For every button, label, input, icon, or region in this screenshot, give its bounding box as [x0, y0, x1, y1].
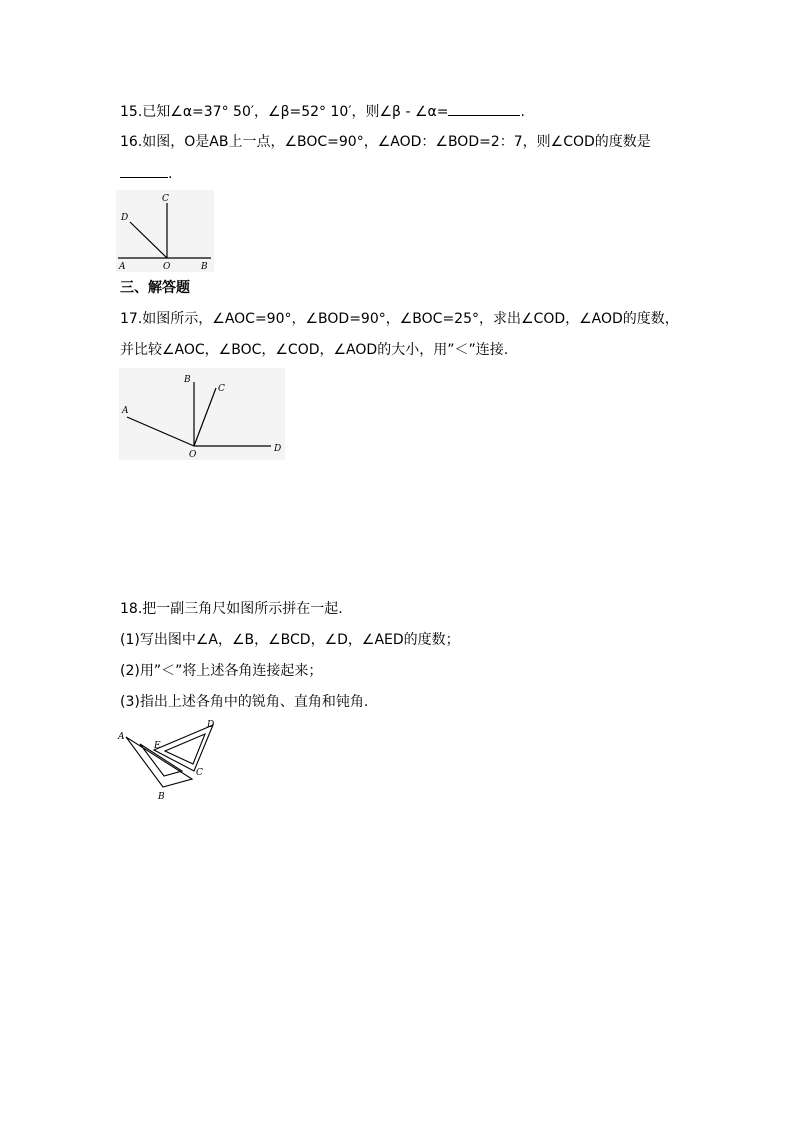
question-18-line-2: (1)写出图中∠A，∠B，∠BCD，∠D，∠AED的度数；	[120, 632, 460, 648]
answer-blank-15[interactable]	[448, 101, 520, 116]
label-a: A	[118, 732, 125, 742]
question-17-line-1: 17.如图所示，∠AOC=90°，∠BOD=90°，∠BOC=25°，求出∠COD，∠AOD的度数，	[120, 311, 679, 327]
label-a: A	[119, 262, 126, 272]
label-e: E	[154, 741, 161, 751]
question-18-line-4: (3)指出上述各角中的锐角、直角和钝角.	[120, 694, 369, 710]
question-16-end: .	[168, 166, 173, 182]
label-d: D	[121, 213, 129, 223]
label-d: D	[207, 720, 215, 730]
figure-17	[119, 368, 285, 460]
question-18-line-3: (2)用”＜”将上述各角连接起来；	[120, 663, 323, 679]
figure-18	[116, 717, 224, 803]
label-c: C	[218, 384, 225, 394]
question-15-end: .	[520, 104, 525, 120]
label-c: C	[162, 194, 169, 204]
label-o: O	[163, 262, 171, 272]
answer-blank-16[interactable]	[120, 163, 168, 178]
label-d: D	[274, 444, 282, 454]
label-c: C	[196, 768, 203, 778]
figure-16	[116, 190, 214, 272]
label-b: B	[184, 375, 191, 385]
label-b: B	[201, 262, 208, 272]
question-16-text: 16.如图，O是AB上一点，∠BOC=90°，∠AOD：∠BOD=2：7，则∠COD的度数是	[120, 134, 651, 150]
label-o: O	[189, 450, 197, 460]
label-a: A	[122, 406, 129, 416]
question-15	[120, 101, 525, 122]
question-18-line-1: 18.把一副三角尺如图所示拼在一起.	[120, 601, 343, 617]
section-title: 三、解答题	[120, 280, 190, 296]
question-15-text: 15.已知∠α=37° 50′，∠β=52° 10′，则∠β - ∠α=	[120, 104, 449, 120]
question-16-answer-line	[120, 163, 172, 184]
triangle-ruler-small	[154, 725, 213, 771]
label-b: B	[158, 792, 165, 802]
question-16	[120, 132, 651, 152]
question-17-line-2: 并比较∠AOC，∠BOC，∠COD，∠AOD的大小，用”＜”连接.	[120, 342, 509, 358]
